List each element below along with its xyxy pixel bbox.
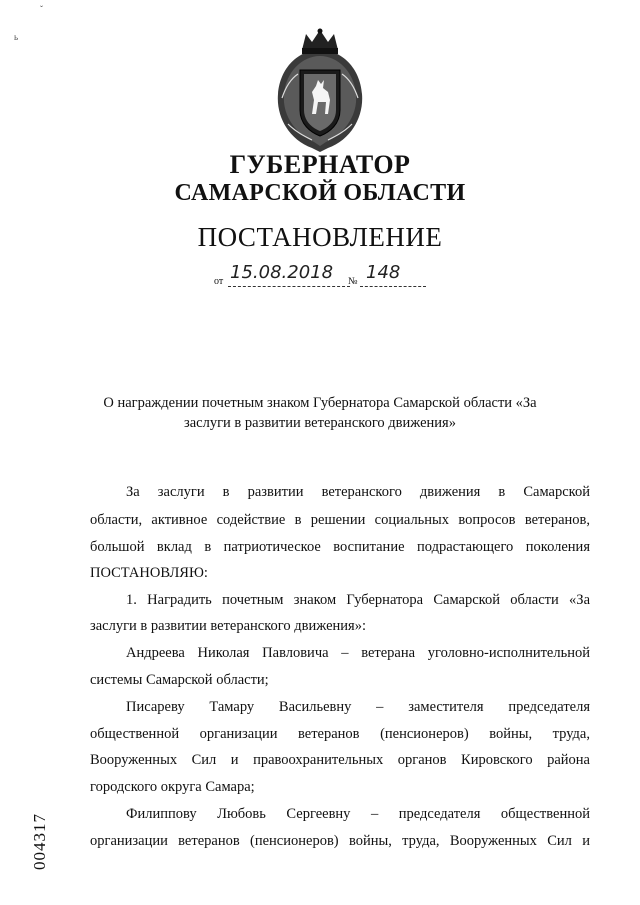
serial-stamp — [30, 780, 54, 870]
paragraph-line: Писареву Тамару Васильевну – заместителя председателя — [126, 699, 590, 715]
paragraph-line: Вооруженных Сил и правоохранительных органов Кировского района — [90, 752, 590, 768]
paragraph-line: За заслуги в развитии ветеранского движения в Самарской — [126, 484, 590, 500]
subject-heading — [96, 393, 544, 433]
issuer-region: САМАРСКОЙ ОБЛАСТИ — [174, 180, 466, 206]
paragraph-line: городского округа Самара; — [90, 779, 255, 795]
coat-of-arms-icon — [268, 28, 372, 152]
date-number-line — [214, 262, 444, 292]
paragraph-line: Андреева Николая Павловича – ветерана уголовно-исполнительной — [126, 645, 590, 661]
date-prefix: от — [214, 276, 224, 287]
subject-line: О награждении почетным знаком Губернатора Самарской области «За — [103, 395, 537, 411]
issuer-title: ГУБЕРНАТОР — [229, 150, 411, 179]
serial-number: 004317 — [30, 813, 49, 870]
paragraph-line: заслуги в развитии ветеранского движения»: — [90, 618, 366, 634]
number-underline — [360, 286, 426, 287]
scan-mark: ˇ — [40, 4, 43, 14]
scan-mark: ь — [14, 32, 19, 42]
paragraph-line: Филиппову Любовь Сергеевну – председателя общественной — [126, 806, 590, 822]
paragraph-line: общественной организации ветеранов (пенсионеров) войны, труда, — [90, 726, 590, 742]
paragraph-line: большой вклад в патриотическое воспитание подрастающего поколения — [90, 539, 590, 555]
paragraph-line: организации ветеранов (пенсионеров) войны, труда, Вооруженных Сил и — [90, 833, 590, 849]
paragraph-line: области, активное содействие в решении социальных вопросов ветеранов, — [90, 512, 590, 528]
date-underline — [228, 286, 350, 287]
subject-line: заслуги в развитии ветеранского движения» — [184, 415, 456, 431]
paragraph-line: 1. Наградить почетным знаком Губернатора Самарской области «За — [126, 592, 590, 608]
document-type: ПОСТАНОВЛЕНИЕ — [197, 222, 443, 252]
date-value: 15.08.2018 — [230, 262, 334, 283]
number-value: 148 — [366, 262, 401, 283]
paragraph-line: системы Самарской области; — [90, 672, 269, 688]
number-prefix: № — [348, 276, 358, 287]
paragraph-line: ПОСТАНОВЛЯЮ: — [90, 565, 208, 581]
